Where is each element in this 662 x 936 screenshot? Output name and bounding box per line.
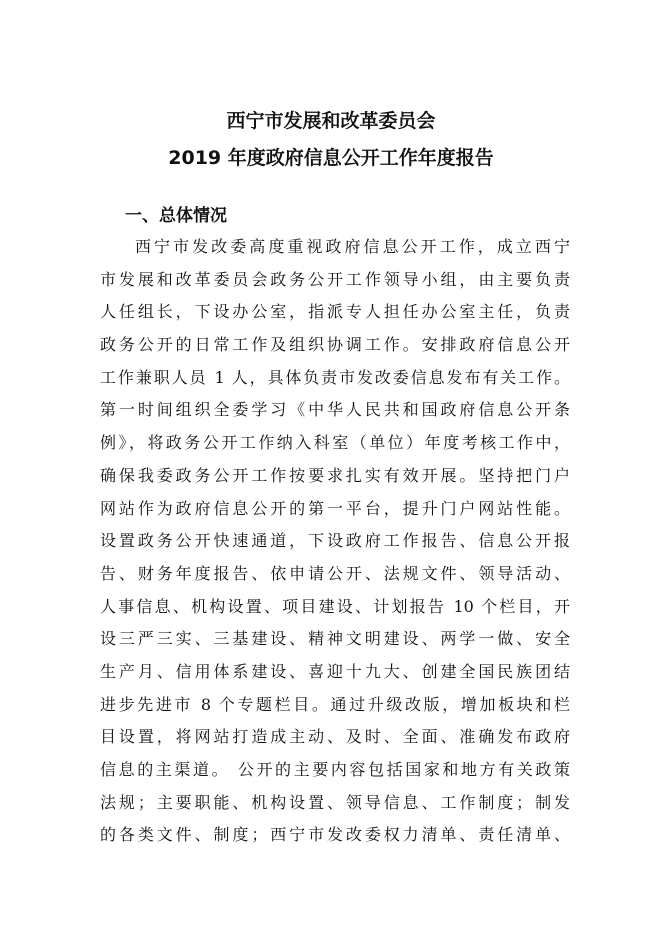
paragraph-line: 例》，将政务公开工作纳入科室（单位）年度考核工作中， <box>100 433 570 453</box>
paragraph-line: 政务公开的日常工作及组织协调工作。安排政府信息公开 <box>100 335 570 355</box>
paragraph-line: 目设置，将网站打造成主动、及时、全面、准确发布政府 <box>100 727 570 747</box>
section-heading: 一、总体情况 <box>125 206 227 226</box>
paragraph-line: 设置政务公开快速通道，下设政府工作报告、信息公开报 <box>100 531 570 551</box>
paragraph-line: 确保我委政务公开工作按要求扎实有效开展。坚持把门户 <box>100 465 570 485</box>
paragraph-line: 人事信息、机构设置、项目建设、计划报告 10 个栏目，开 <box>100 596 570 616</box>
paragraph-line: 法规；主要职能、机构设置、领导信息、工作制度；制发 <box>100 792 570 812</box>
paragraph-line: 的各类文件、制度；西宁市发改委权力清单、责任清单、 <box>100 825 570 845</box>
paragraph-line: 生产月、信用体系建设、喜迎十九大、创建全国民族团结 <box>100 661 570 681</box>
document-title-line-2: 2019 年度政府信息公开工作年度报告 <box>168 147 494 169</box>
paragraph-line: 工作兼职人员 1 人，具体负责市发改委信息发布有关工作。 <box>100 367 570 387</box>
paragraph-line: 市发展和改革委员会政务公开工作领导小组，由主要负责 <box>100 269 570 289</box>
paragraph-line: 告、财务年度报告、依申请公开、法规文件、领导活动、 <box>100 563 570 583</box>
body-paragraph <box>100 231 570 852</box>
paragraph-line: 西宁市发改委高度重视政府信息公开工作，成立西宁 <box>135 237 570 256</box>
paragraph-line: 第一时间组织全委学习《中华人民共和国政府信息公开条 <box>100 400 570 420</box>
paragraph-line: 设三严三实、三基建设、精神文明建设、两学一做、安全 <box>100 629 570 649</box>
paragraph-line: 人任组长，下设办公室，指派专人担任办公室主任，负责 <box>100 302 570 322</box>
document-title-line-1: 西宁市发展和改革委员会 <box>226 110 436 132</box>
paragraph-line: 网站作为政府信息公开的第一平台，提升门户网站性能。 <box>100 498 570 518</box>
paragraph-line: 信息的主渠道。 公开的主要内容包括国家和地方有关政策 <box>100 760 570 779</box>
paragraph-line: 进步先进市 8 个专题栏目。通过升级改版，增加板块和栏 <box>100 694 570 714</box>
